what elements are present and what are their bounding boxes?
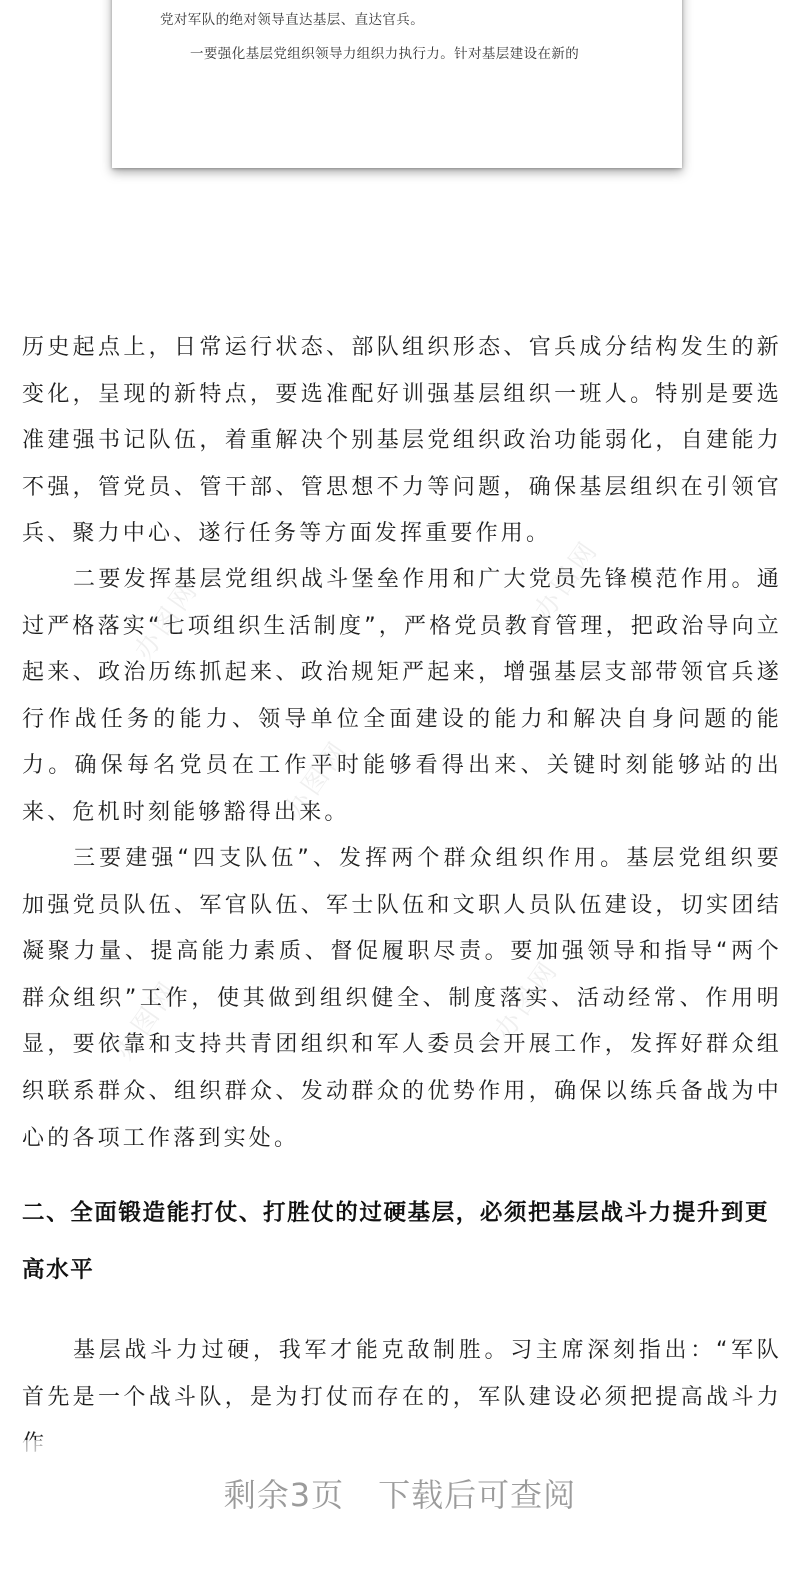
body-paragraph-4: 基层战斗力过硬，我军才能克敌制胜。习主席深刻指出：“军队首先是一个战斗队，是为打仗而存在的，军队建设必须把提高战斗力 — [22, 1338, 782, 1410]
remaining-pages-label: 剩余3页 — [223, 1476, 345, 1514]
body-paragraph-1: 历史起点上，日常运行状态、部队组织形态、官兵成分结构发生的新变化，呈现的新特点，要选准配好训强基层组织一班人。特别是要选准建强书记队伍，着重解决个别基层党组织政治功能弱化，自建能力不强，管党员、管干部、管思想不力等问题，确保基层组织在引领官兵、聚力中心、遂行任务等方面发挥重要作用。 — [22, 335, 782, 547]
preview-line-2: 一要强化基层党组织领导力组织力执行力。针对基层建设在新的 — [190, 46, 580, 62]
document-preview-card — [112, 0, 682, 168]
watermark: 办图网 — [128, 574, 206, 666]
watermark: 办图网 — [278, 734, 356, 826]
body-paragraph-3: 三要建强“四支队伍”、发挥两个群众组织作用。基层党组织要加强党员队伍、军官队伍、军士队伍和文职人员队伍建设，切实团结凝聚力量、提高能力素质、督促履职尽责。要加强领导和指导“两个群众组织”工作，使其做到组织健全、制度落实、活动经常、作用明显，要依靠和支持共青团组织和军人委员会开展工作，发挥好群众组织联系群众、组织群众、发动群众的优势作用，确保以练兵备战为中心的各项工作落到实处。 — [22, 846, 782, 1151]
watermark: 办图网 — [108, 974, 186, 1066]
watermark: 办图网 — [488, 954, 566, 1046]
body-paragraph-2: 二要发挥基层党组织战斗堡垒作用和广大党员先锋模范作用。通过严格落实“七项组织生活制度”，严格党员教育管理，把政治导向立起来、政治历练抓起来、政治规矩严起来，增强基层支部带领官兵遂行作战任务的能力、领导单位全面建设的能力和解决自身问题的能力。确保每名党员在工作平时能够看得出来、关键时刻能够站的出来、危机时刻能够豁得出来。 — [22, 567, 782, 825]
download-to-read-button[interactable] — [0, 1470, 800, 1516]
download-prompt-label: 下载后可查阅 — [378, 1476, 577, 1514]
preview-line-1: 党对军队的绝对领导直达基层、直达官兵。 — [160, 12, 425, 28]
watermark: 办图网 — [528, 534, 606, 626]
section-heading-2: 二、全面锻造能打仗、打胜仗的过硬基层，必须把基层战斗力提升到更高水平 — [22, 1200, 770, 1283]
